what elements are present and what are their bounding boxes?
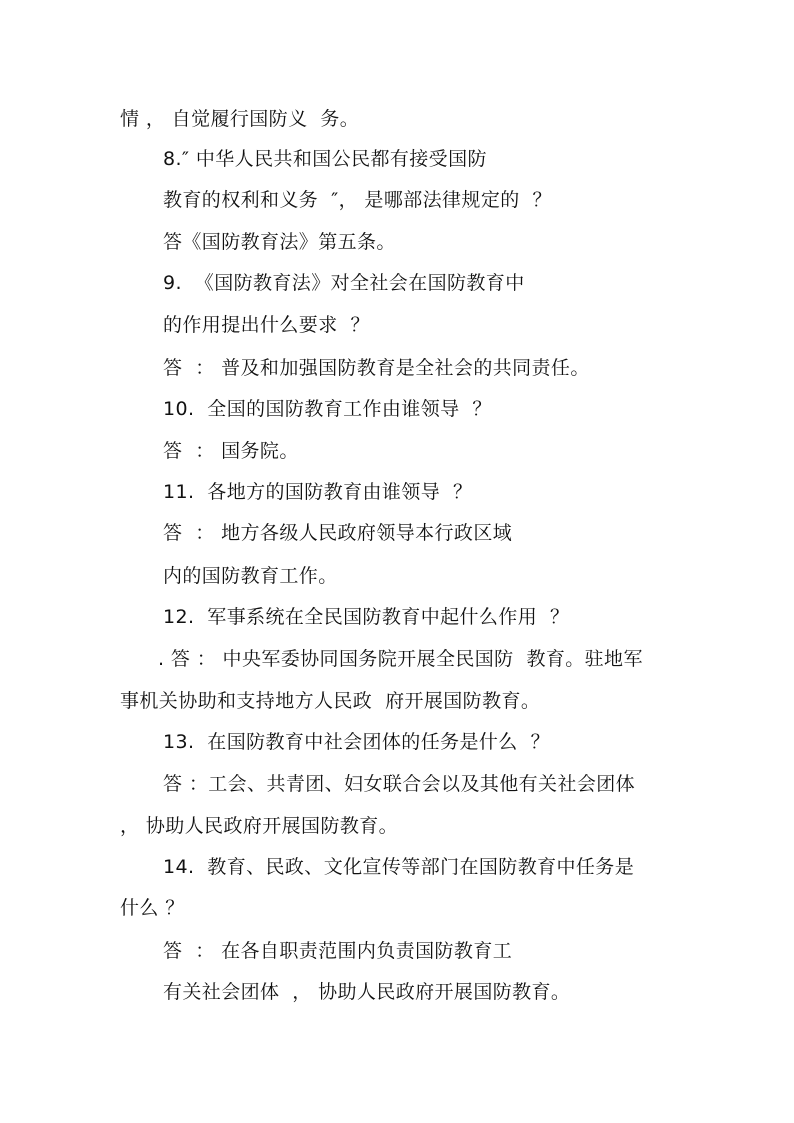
question-14-line-1: 14. 教育、民政、文化宣传等部门在国防教育中任务是 [163, 856, 635, 878]
answer-12-line-1: . 答 ： 中央军委协同国务院开展全民国防 教育。驻地军 [158, 648, 643, 670]
answer-13-line-2: ， 协助人民政府开展国防教育。 [120, 815, 399, 837]
question-11: 11. 各地方的国防教育由谁领导 ？ [163, 481, 473, 503]
question-14-line-2: 什么 ？ [120, 897, 185, 919]
question-8-line-2: 教育的权利和义务 ″， 是哪部法律规定的 ？ [163, 189, 552, 211]
answer-12-line-2: 事机关协助和支持地方人民政 府开展国防教育。 [120, 690, 541, 712]
answer-11-line-2: 内的国防教育工作。 [163, 565, 338, 587]
question-13: 13. 在国防教育中社会团体的任务是什么 ？ [163, 731, 550, 753]
answer-14-line-2: 有关社会团体 ， 协助人民政府开展国防教育。 [163, 981, 571, 1003]
answer-8: 答《国防教育法》第五条。 [163, 231, 396, 253]
question-9-line-2: 的作用提出什么要求 ？ [163, 314, 370, 336]
question-10: 10. 全国的国防教育工作由谁领导 ？ [163, 398, 492, 420]
text-line-1: 情 ， 自觉履行国防义 务。 [120, 108, 360, 130]
answer-9: 答 ： 普及和加强国防教育是全社会的共同责任。 [163, 357, 590, 379]
answer-11-line-1: 答 ： 地方各级人民政府领导本行政区域 [163, 522, 513, 544]
question-12: 12. 军事系统在全民国防教育中起什么作用 ？ [163, 606, 570, 628]
question-8-line-1: 8.″ 中华人民共和国公民都有接受国防 [163, 148, 487, 170]
question-9-line-1: 9. 《国防教育法》对全社会在国防教育中 [163, 272, 525, 294]
answer-14-line-1: 答 ： 在各自职责范围内负责国防教育工 [163, 940, 513, 962]
answer-10: 答 ： 国务院。 [163, 440, 299, 462]
answer-13-line-1: 答 ：工会、共青团、妇女联合会以及其他有关社会团体 [163, 773, 636, 795]
